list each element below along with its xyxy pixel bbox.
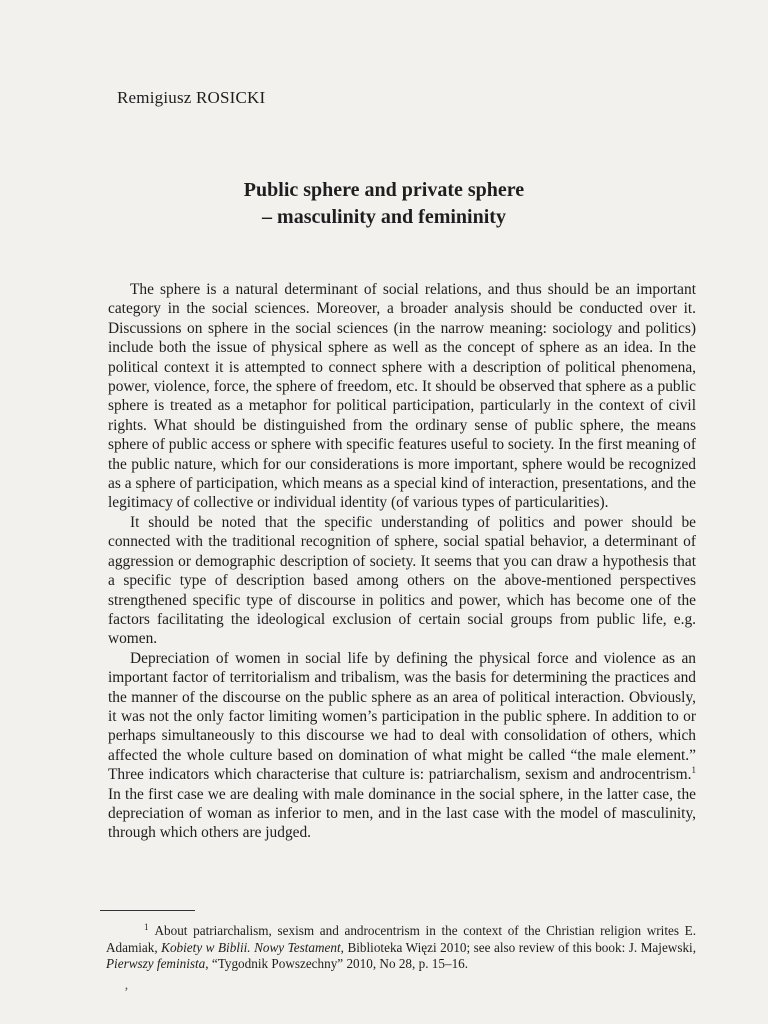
footnote (106, 923, 696, 973)
footnote-book-title-2: Pierwszy feminista (106, 956, 206, 972)
footnote-part-3: , “Tygodnik Powszechny” 2010, No 28, p. 15–16. (205, 956, 469, 972)
footnote-part-2: , Biblioteka Więzi 2010; see also review of this book: J. Majewski, (340, 939, 697, 955)
footnote-text (106, 923, 696, 973)
footnote-divider (100, 910, 195, 911)
stray-mark: ‚ (124, 978, 129, 993)
footnote-reference: 1 (691, 765, 696, 776)
body-paragraph-3-tail: In the first case we are dealing with male dominance in the social sphere, in the latter case, the depreciation of woman as inferior to men, and in the last case with the model of masculinity, through which others are judged. (108, 785, 696, 842)
body-paragraph-1: The sphere is a natural determinant of social relations, and thus should be an important category in the social sciences. Moreover, a broader analysis should be conducted over it. Discussions on sphere in the social sciences (in the narrow meaning: sociology and politics) include both the issue of physical sphere as well as the concept of sphere as an idea. In the political context it is attempted to connect sphere with a description of political phenomena, power, violence, force, the sphere of freedom, etc. It should be observed that sphere as a public sphere is treated as a metaphor for political participation, particularly in the context of civil rights. What should be distinguished from the ordinary sense of public sphere, the means sphere of public access or sphere with specific features useful to society. In the first meaning of the public nature, which for our considerations is more important, sphere would be recognized as a sphere of participation, which means as a special kind of interaction, presentations, and the legitimacy of collective or individual identity (of various types of particularities). (108, 281, 696, 512)
body-paragraph-3 (108, 649, 696, 843)
footnote-book-title-1: Kobiety w Biblii. Nowy Testament (161, 939, 341, 955)
article-body (108, 280, 696, 843)
author-name: Remigiusz ROSICKI (117, 88, 266, 107)
body-paragraph-2: It should be noted that the specific understanding of politics and power should be connected with the traditional recognition of sphere, social spatial behavior, a determinant of aggression or demographic description of society. It seems that you can draw a hypothesis that a specific type of description based among others on the above-mentioned perspectives strengthened specific type of discourse in politics and power, which has become one of the factors facilitating the ideological exclusion of certain social groups from public life, e.g. women. (108, 513, 696, 648)
title-line-2: – masculinity and femininity (262, 206, 506, 228)
body-paragraph-3-text: Depreciation of women in social life by defining the physical force and violence as an important factor of territorialism and tribalism, was the basis for determining the practices and the manner of the discourse on the public sphere as an area of political interaction. Obviously, it was not the only factor limiting women’s participation in the public sphere. In addition to or perhaps simultaneously to this discourse we had to deal with consolidation of others, which affected the whole culture based on domination of what might be called “the male element.” Three indicators which characterise that culture is: patriarchalism, sexism and androcentrism. (108, 649, 696, 784)
title-line-1: Public sphere and private sphere (243, 179, 525, 201)
article-title (0, 177, 768, 231)
footnote-part-1: About patriarchalism, sexism and androcentrism in the context of the Christian religion writes E. Adamiak, (106, 923, 696, 955)
footnote-mark: 1 (144, 921, 149, 932)
